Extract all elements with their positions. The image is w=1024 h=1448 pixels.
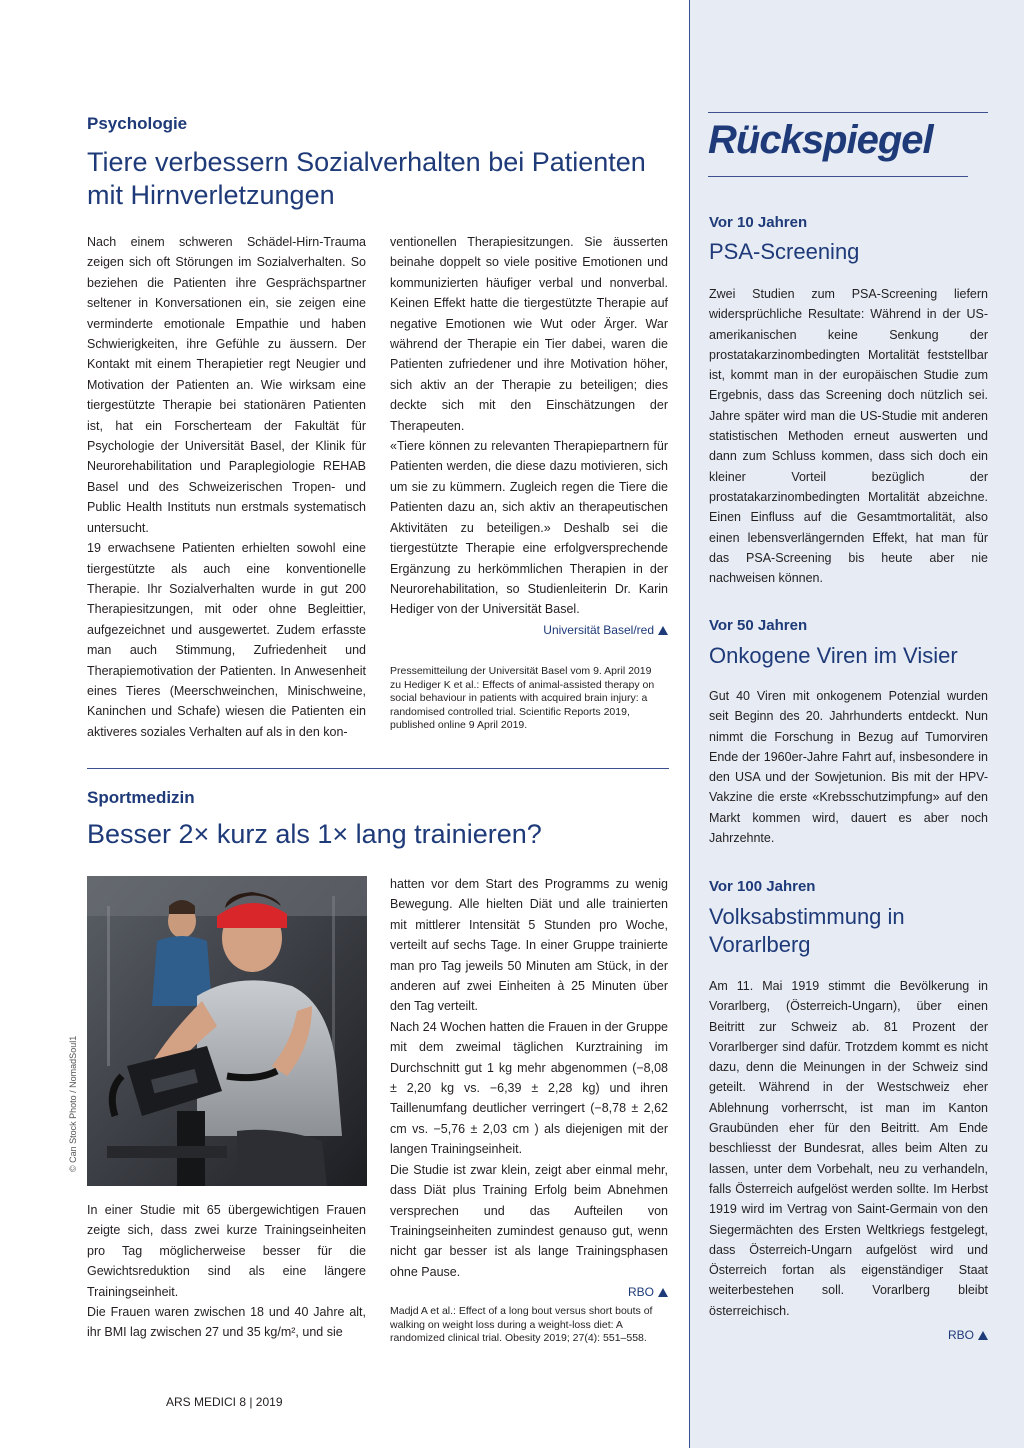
page-footer: ARS MEDICI 8 | 2019 bbox=[166, 1395, 283, 1409]
paragraph: Gut 40 Viren mit onkogenem Potenzial wurden seit Beginn des 20. Jahrhunderts entdeckt. Nun nimmt die Forschung in Bezug auf Tumorviren Ende der 1960er-Jahre Fahrt auf, insbesondere in den USA und der Sowjetunion. Bis mit der HPV-Vakzine die erste «Krebsschutzimpfung» auf den Markt kommen wird, dauert es aber noch Jahrzehnte. bbox=[709, 689, 988, 846]
paragraph: Die Frauen waren zwischen 18 und 40 Jahre alt, ihr BMI lag zwischen 27 und 35 kg/m², und sie bbox=[87, 1305, 366, 1340]
sidebar-signature: RBO bbox=[947, 1328, 974, 1343]
paragraph: Nach 24 Wochen hatten die Frauen in der Gruppe mit dem zweimal täglichen Kurztraining im Durchschnitt gut 1 kg mehr abgenommen (−8,08 ± 2,20 kg vs. −6,39 ± 2,28 kg) und ihren Taillenumfang deutlicher verringert (−8,78 ± 2,62 cm vs. −5,76 ± 2,03 cm ) als diejenigen mit der langen Trainingseinheit. bbox=[390, 1019, 668, 1157]
paragraph: ventionellen Therapiesitzungen. Sie äusserten beinahe doppelt so viele positive Emotionen und kommunizierten häufiger verbal und nonverbal. Keinen Effekt hatte die tiergestützte Therapie auf negative Emotionen wie Wut oder Ärger. War während der Therapie ein Tier dabei, waren die Patienten zufriedener und ihre Motivation höher, sich aktiv an der Therapie zu beteiligen; dies deckte sich mit den Einschätzungen der Therapeuten. bbox=[390, 235, 668, 433]
article1-column-2 bbox=[390, 232, 668, 640]
sidebar-border bbox=[689, 0, 690, 1448]
sidebar-section-title: PSA-Screening bbox=[709, 239, 860, 264]
sidebar-title: Rückspiegel bbox=[708, 118, 933, 162]
paragraph: 19 erwachsene Patienten erhielten sowohl eine tiergestützte als auch eine konventionelle Therapie. Ihr Sozialverhalten wurde in gut 200 Therapiesitzungen, mit oder ohne Begleittier, aufgezeichnet und ausgewertet. Zudem erfasste man auch Stimmung, Zufriedenheit und Therapiemotivation der Patienten. In Anwesenheit eines Tieres (Meerschweinchen, Minischweine, Kaninchen und Schafe) wiesen die Patienten ein aktiveres soziales Verhalten auf als in den kon- bbox=[87, 541, 366, 739]
reference-line: Pressemitteilung der Universität Basel vom 9. April 2019 bbox=[390, 665, 652, 677]
sidebar-section-title: Volksabstimmung in Vorarlberg bbox=[709, 904, 905, 957]
article1-signature-row bbox=[390, 620, 668, 640]
paragraph: Am 11. Mai 1919 stimmt die Bevölkerung in Vorarlberg, (Österreich-Ungarn), über einen Beitritt zur Schweiz ab. 81 Prozent der Vorarlberger sind dafür. Trotzdem kommt es nicht dazu, denn die Meinungen in der Schweiz sind geteilt. Während in der Westschweiz eher Ablehnung vorherrscht, ist man im Kanton Graubünden eher für den Beitritt. Am Ende beschliesst der Bundesrat, alles beim Alten zu lassen, unter dem Vorbehalt, neu zu verhandeln, falls Österreich aufgelöst werden sollte. Im Herbst 1919 wird im Vertrag von Saint-Germain von den Siegermächten des Ersten Weltkriegs festgelegt, dass Österreich-Ungarn aufgelöst wird und Österreich fortan als eigenständiger Staat weiterbestehen soll. Vorarlberg bleibt österreichisch. bbox=[709, 979, 988, 1318]
sidebar-top-rule bbox=[708, 112, 988, 113]
paragraph: Zwei Studien zum PSA-Screening liefern widersprüchliche Resultate: Während in der US-amerikanischen keine Senkung der prostatakarzinombedingten Mortalität feststellbar ist, kommt man in der europäischen Studie zum Ergebnis, dass das Screening doch nützlich sei. Jahre später wird man die US-Studie mit anderen statistischen Methoden erneut auswerten und dann zum Schluss kommen, dass sich doch ein kleiner Vorteil bezüglich der prostatakarzinombedingten Mortalität abzeichne. Einen Einfluss auf die Gesamtmortalität, also einen lebensverlängernden Effekt, hat man für das PSA-Screening bis heute aber nie nachweisen können. bbox=[709, 287, 988, 586]
article1-column-1 bbox=[87, 232, 366, 742]
woman-exercise-bike-photo bbox=[87, 876, 367, 1186]
sidebar-section-text bbox=[709, 284, 988, 588]
photo-credit: © Can Stock Photo / NomadSoul1 bbox=[68, 1035, 78, 1172]
article2-title: Besser 2× kurz als 1× lang trainieren? bbox=[87, 819, 542, 849]
article2-kicker: Sportmedizin bbox=[87, 788, 195, 807]
reference-line: zu Hediger K et al.: Effects of animal-assisted therapy on social behaviour in patients with acquired brain injury: a randomised controlled trial. Scientific Reports 2019, published online 9 April 2019. bbox=[390, 678, 655, 732]
article2-column-2 bbox=[390, 874, 668, 1303]
sidebar-section-kicker: Vor 10 Jahren bbox=[709, 214, 808, 231]
sidebar-title-rule bbox=[708, 176, 968, 177]
article2-column-1 bbox=[87, 1200, 366, 1343]
sidebar-section-title: Onkogene Viren im Visier bbox=[709, 643, 958, 668]
article1-kicker: Psychologie bbox=[87, 114, 188, 133]
paragraph: «Tiere können zu relevanten Therapiepartnern für Patienten werden, die diese dazu motivieren, sich um sie zu kümmern. Zugleich regen die Tiere die Patienten dazu an, sich aktiv an therapeutischen Aktivitäten zu beteiligen.» Deshalb sei die tiergestützte Therapie eine erfolgversprechende Ergänzung zu herkömmlichen Therapien in der Neurorehabilitation, so Studienleiterin Dr. Karin Hediger von der Universität Basel. bbox=[390, 439, 668, 617]
sidebar-section-text bbox=[709, 686, 988, 848]
triangle-icon bbox=[978, 1331, 988, 1340]
paragraph: Die Studie ist zwar klein, zeigt aber einmal mehr, dass Diät plus Training Erfolg beim Abnehmen versprechen und das Aufteilen von Trainingseinheiten zumindest genauso gut, wenn nicht gar besser ist als lange Trainingsphasen ohne Pause. bbox=[390, 1162, 668, 1279]
article1-references bbox=[390, 665, 668, 733]
article2-signature: RBO bbox=[627, 1285, 654, 1300]
sidebar-signature-row bbox=[709, 1325, 988, 1345]
article-divider bbox=[87, 768, 669, 769]
sidebar-section-kicker: Vor 50 Jahren bbox=[709, 617, 808, 634]
paragraph: In einer Studie mit 65 übergewichtigen Frauen zeigte sich, dass zwei kurze Trainingseinheiten pro Tag möglicherweise besser für die Gewichtsreduktion sind als eine längere Trainingseinheit. bbox=[87, 1203, 366, 1299]
sidebar-section-text bbox=[709, 976, 988, 1345]
article1-title: Tiere verbessern Sozialverhalten bei Patienten mit Hirnverletzungen bbox=[87, 147, 646, 210]
article2-signature-row bbox=[390, 1282, 668, 1302]
triangle-icon bbox=[658, 1288, 668, 1297]
paragraph: Nach einem schweren Schädel-Hirn-Trauma zeigen sich oft Störungen im Sozialverhalten. So beziehen die Patienten ihre Gesprächspartner seltener in Konversationen ein, sie zeigen eine verminderte emotionale Empathie und haben Schwierigkeiten, ihre Gefühle zu äussern. Der Kontakt mit einem Therapietier regt Neugier und Motivation der Patienten an. Wie wirksam eine tiergestützte Therapie bei stationären Patienten ist, hat ein Forscherteam der Fakultät für Psychologie der Universität Basel, der Klinik für Neurorehabilitation und Paraplegiologie REHAB Basel und des Schweizerischen Tropen- und Public Health Instituts nun erstmals systematisch untersucht. bbox=[87, 235, 366, 535]
photo-illustration bbox=[87, 876, 367, 1186]
triangle-icon bbox=[658, 626, 668, 635]
article2-reference: Madjd A et al.: Effect of a long bout versus short bouts of walking on weight loss during a weight-loss diet: A randomized clinical trial. Obesity 2019; 27(4): 551–558. bbox=[390, 1305, 653, 1345]
paragraph: hatten vor dem Start des Programms zu wenig Bewegung. Alle hielten Diät und alle trainierten mit mittlerer Intensität 5 Stunden pro Woche, verteilt auf sechs Tage. In einer Gruppe trainierte man pro Tag jeweils 50 Minuten am Stück, in der anderen auf zwei Einheiten à 25 Minuten über den Tag verteilt. bbox=[390, 877, 668, 1014]
sidebar-section-kicker: Vor 100 Jahren bbox=[709, 878, 816, 895]
article1-signature: Universität Basel/red bbox=[543, 622, 654, 637]
